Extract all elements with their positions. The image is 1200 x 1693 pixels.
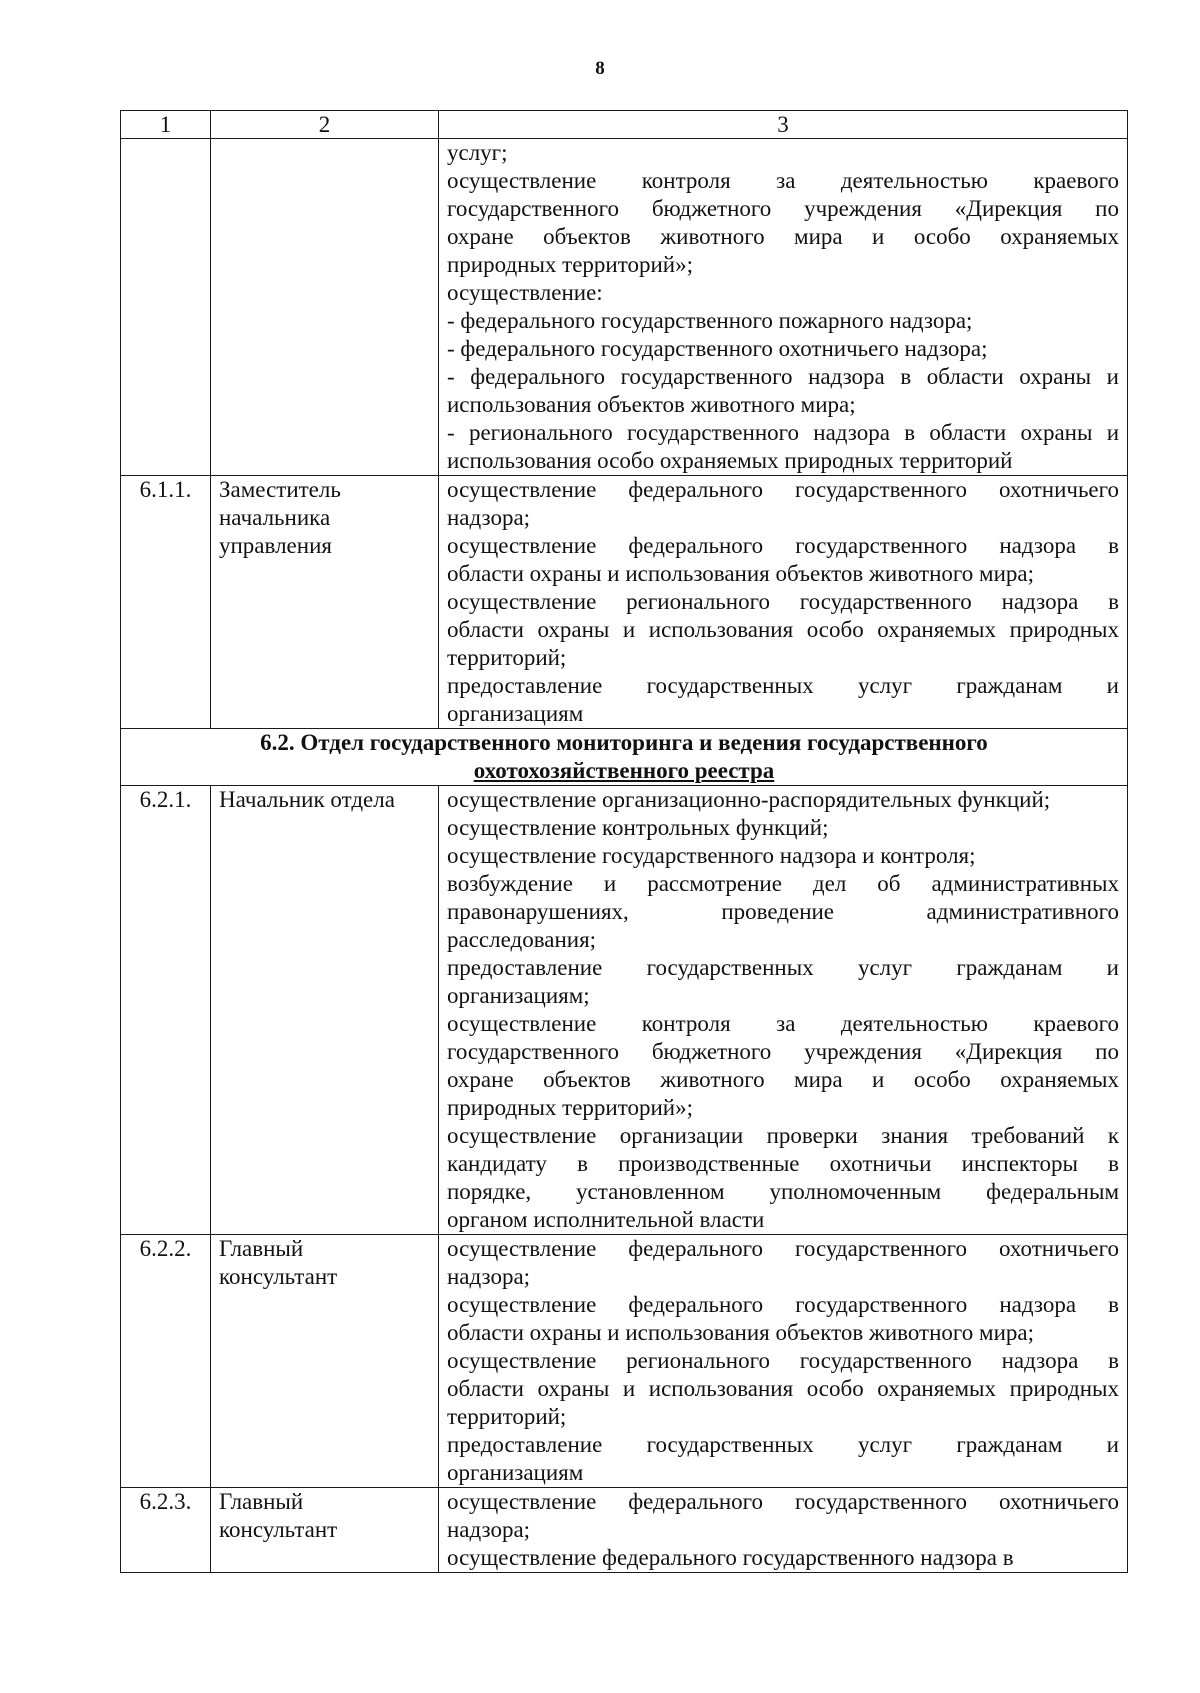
duty-entry — [447, 1122, 1119, 1234]
duty-line: организациям — [447, 701, 584, 726]
position-line: Заместитель — [219, 477, 341, 502]
duty-line: охране объектов животного мира и особо охраняемых — [447, 1067, 1119, 1092]
duty-line: природных территорий»; — [447, 1095, 693, 1120]
duty-line: органом исполнительной власти — [447, 1207, 765, 1232]
item-number: 6.1.1. — [121, 476, 211, 729]
duty-line: - федерального государственного охотничьего надзора; — [447, 336, 988, 361]
duty-entry — [447, 532, 1119, 588]
duty-entry — [447, 954, 1119, 1010]
duty-line: - федерального государственного надзора в области охраны и — [447, 364, 1119, 389]
duty-line: области охраны и использования особо охраняемых природных — [447, 617, 1119, 642]
duty-line: услуг; — [447, 140, 508, 165]
duty-entry — [447, 1235, 1119, 1291]
duties-cell — [439, 476, 1128, 729]
duty-line: осуществление: — [447, 280, 603, 305]
duty-line: осуществление федерального государственного охотничьего — [447, 1489, 1119, 1514]
duty-entry — [447, 870, 1119, 954]
header-col-3: 3 — [439, 111, 1128, 139]
duties-cell — [439, 1235, 1128, 1488]
duty-entry — [447, 307, 1119, 335]
duty-entry — [447, 139, 1119, 167]
duty-entry — [447, 1488, 1119, 1544]
position-title — [211, 1235, 439, 1488]
duty-entry — [447, 1431, 1119, 1487]
section-title-line-1: 6.2. Отдел государственного мониторинга и ведения государственного — [260, 730, 988, 755]
duty-line: осуществление государственного надзора и контроля; — [447, 843, 976, 868]
duty-line: организациям; — [447, 983, 590, 1008]
item-number: 6.2.2. — [121, 1235, 211, 1488]
duty-line: кандидату в производственные охотничьи инспекторы в — [447, 1151, 1119, 1176]
header-col-2: 2 — [211, 111, 439, 139]
position-line: консультант — [219, 1517, 338, 1542]
item-number — [121, 139, 211, 476]
duty-line: природных территорий»; — [447, 252, 693, 277]
duty-line: предоставление государственных услуг гражданам и — [447, 955, 1119, 980]
duty-line: расследования; — [447, 927, 597, 952]
duty-line: осуществление контроля за деятельностью краевого — [447, 1011, 1119, 1036]
responsibilities-table — [120, 110, 1128, 1573]
page-number: 8 — [595, 58, 605, 79]
duty-line: организациям — [447, 1460, 584, 1485]
duty-line: государственного бюджетного учреждения «Дирекция по — [447, 196, 1119, 221]
duty-entry — [447, 842, 1119, 870]
duty-line: государственного бюджетного учреждения «Дирекция по — [447, 1039, 1119, 1064]
section-header-row — [121, 729, 1128, 786]
position-line: Начальник отдела — [219, 787, 395, 812]
duty-entry — [447, 814, 1119, 842]
duty-line: области охраны и использования особо охраняемых природных — [447, 1376, 1119, 1401]
table-row — [121, 476, 1128, 729]
duty-line: осуществление контрольных функций; — [447, 815, 829, 840]
duty-line: осуществление организационно-распорядительных функций; — [447, 787, 1051, 812]
duty-line: области охраны и использования объектов животного мира; — [447, 561, 1034, 586]
position-line: консультант — [219, 1264, 338, 1289]
duty-line: использования особо охраняемых природных территорий — [447, 448, 1013, 473]
duty-line: осуществление федерального государственного надзора в — [447, 1545, 1014, 1570]
duties-cell — [439, 1488, 1128, 1573]
duty-line: предоставление государственных услуг гражданам и — [447, 1432, 1119, 1457]
duty-entry — [447, 1010, 1119, 1122]
position-line: Главный — [219, 1489, 304, 1514]
duty-line: территорий; — [447, 1404, 567, 1429]
section-title — [121, 729, 1128, 786]
position-title — [211, 786, 439, 1235]
position-line: управления — [219, 533, 332, 558]
duty-entry — [447, 672, 1119, 728]
duty-line: осуществление организации проверки знания требований к — [447, 1123, 1119, 1148]
table-row — [121, 786, 1128, 1235]
table-row — [121, 1488, 1128, 1573]
duty-line: территорий; — [447, 645, 567, 670]
duty-entry — [447, 1347, 1119, 1431]
item-number: 6.2.1. — [121, 786, 211, 1235]
section-title-line-2: охотохозяйственного реестра — [473, 758, 775, 783]
position-title — [211, 139, 439, 476]
duty-entry — [447, 1544, 1119, 1572]
duty-line: правонарушениях, проведение административного — [447, 899, 1119, 924]
table-header-row — [121, 111, 1128, 139]
table-row — [121, 1235, 1128, 1488]
duty-line: осуществление контроля за деятельностью краевого — [447, 168, 1119, 193]
duty-line: осуществление федерального государственного охотничьего — [447, 1236, 1119, 1261]
duty-line: - регионального государственного надзора в области охраны и — [447, 420, 1119, 445]
position-line: начальника — [219, 505, 331, 530]
duty-line: охране объектов животного мира и особо охраняемых — [447, 224, 1119, 249]
position-title — [211, 1488, 439, 1573]
duty-line: надзора; — [447, 1517, 531, 1542]
duties-cell — [439, 139, 1128, 476]
duty-line: надзора; — [447, 1264, 531, 1289]
duty-line: использования объектов животного мира; — [447, 392, 856, 417]
duty-entry — [447, 167, 1119, 279]
position-title — [211, 476, 439, 729]
duty-line: возбуждение и рассмотрение дел об административных — [447, 871, 1119, 896]
duty-line: порядке, установленном уполномоченным федеральным — [447, 1179, 1119, 1204]
duty-entry — [447, 419, 1119, 475]
position-line: Главный — [219, 1236, 304, 1261]
duty-entry — [447, 786, 1119, 814]
duty-line: предоставление государственных услуг гражданам и — [447, 673, 1119, 698]
duty-line: осуществление федерального государственного надзора в — [447, 1292, 1119, 1317]
duty-entry — [447, 588, 1119, 672]
duty-line: осуществление федерального государственного охотничьего — [447, 477, 1119, 502]
duty-line: - федерального государственного пожарного надзора; — [447, 308, 973, 333]
duty-entry — [447, 335, 1119, 363]
duty-entry — [447, 1291, 1119, 1347]
duty-entry — [447, 363, 1119, 419]
duty-line: осуществление регионального государственного надзора в — [447, 1348, 1119, 1373]
duty-entry — [447, 476, 1119, 532]
duty-line: осуществление регионального государственного надзора в — [447, 589, 1119, 614]
duty-line: области охраны и использования объектов животного мира; — [447, 1320, 1034, 1345]
duty-entry — [447, 279, 1119, 307]
duty-line: надзора; — [447, 505, 531, 530]
header-col-1: 1 — [121, 111, 211, 139]
table-row — [121, 139, 1128, 476]
duties-cell — [439, 786, 1128, 1235]
duty-line: осуществление федерального государственного надзора в — [447, 533, 1119, 558]
item-number: 6.2.3. — [121, 1488, 211, 1573]
